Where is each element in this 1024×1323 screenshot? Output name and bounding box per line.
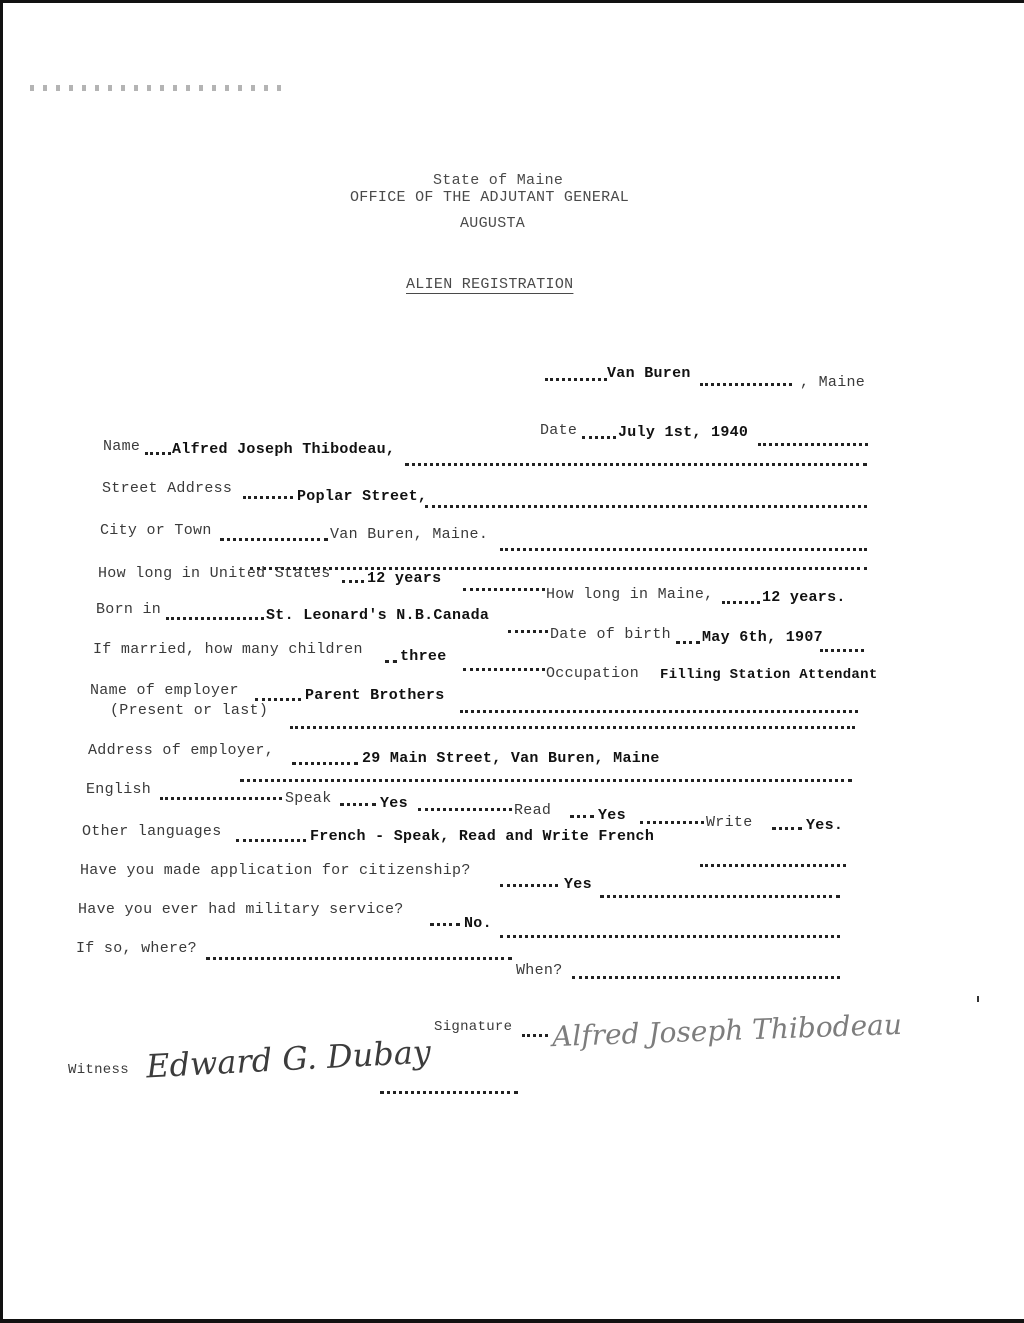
date-value: July 1st, 1940 [618, 424, 749, 441]
witness-label: Witness [68, 1062, 129, 1078]
english-label: English [86, 781, 152, 798]
scan-edge-top [0, 0, 1024, 3]
dot-leader [255, 698, 301, 701]
date-label: Date [540, 422, 578, 439]
scan-edge-bottom [0, 1319, 1024, 1323]
scan-edge-left [0, 0, 3, 1323]
dot-leader [425, 505, 867, 508]
military-label: Have you ever had military service? [78, 901, 404, 918]
birth-date-value: May 6th, 1907 [702, 629, 823, 646]
us-years-label: How long in United States [98, 565, 331, 582]
children-label: If married, how many children [93, 641, 363, 658]
employer-sublabel: (Present or last) [110, 702, 269, 719]
dot-leader [220, 538, 328, 541]
dot-leader [700, 383, 792, 386]
dot-leader [430, 923, 460, 926]
location-town-value: Van Buren [607, 365, 691, 382]
born-label: Born in [96, 601, 162, 618]
citizenship-value: Yes [564, 876, 592, 893]
dot-leader [772, 827, 802, 830]
english-speak-value: Yes [380, 795, 408, 812]
state-heading: State of Maine [433, 172, 564, 189]
employer-address-value: 29 Main Street, Van Buren, Maine [362, 750, 660, 767]
employer-value: Parent Brothers [305, 687, 445, 704]
dot-leader [460, 710, 858, 713]
signature-handwriting: Alfred Joseph Thibodeau [551, 1007, 903, 1054]
dot-leader [380, 1091, 518, 1094]
dot-leader [418, 808, 512, 811]
dot-leader [240, 779, 852, 782]
dot-leader [522, 1034, 548, 1037]
dot-leader [463, 588, 545, 591]
when-label: When? [516, 962, 563, 979]
city-heading: AUGUSTA [460, 215, 526, 232]
office-heading: OFFICE OF THE ADJUTANT GENERAL [350, 189, 630, 206]
scan-mark [977, 996, 979, 1002]
employer-address-label: Address of employer, [88, 742, 275, 759]
witness-handwriting: Edward G. Dubay [145, 1032, 432, 1086]
dot-leader [463, 668, 545, 671]
dot-leader [292, 762, 358, 765]
dot-leader [582, 436, 616, 439]
dot-leader [500, 935, 840, 938]
children-value: three [400, 648, 447, 665]
dot-leader [758, 443, 868, 446]
dot-leader [206, 957, 512, 960]
english-speak-label: Speak [285, 790, 332, 807]
street-label: Street Address [102, 480, 233, 497]
form-title: ALIEN REGISTRATION [406, 276, 574, 293]
dot-leader [508, 630, 548, 633]
dot-leader [572, 976, 840, 979]
english-write-label: Write [706, 814, 753, 831]
english-write-value: Yes. [806, 817, 844, 834]
english-read-label: Read [514, 802, 552, 819]
where-label: If so, where? [76, 940, 197, 957]
dot-leader [160, 797, 282, 800]
name-value: Alfred Joseph Thibodeau, [172, 441, 396, 458]
dot-leader [820, 649, 864, 652]
dot-leader [570, 815, 594, 818]
dot-leader [340, 803, 376, 806]
city-value: Van Buren, Maine. [330, 526, 489, 543]
dot-leader [385, 660, 397, 663]
english-read-value: Yes [598, 807, 626, 824]
location-state-label: , Maine [800, 374, 866, 391]
us-years-value: 12 years [367, 570, 442, 587]
dot-leader [405, 463, 867, 466]
dot-leader [722, 601, 760, 604]
signature-label: Signature [434, 1019, 513, 1035]
dot-leader [145, 452, 171, 455]
dot-leader [500, 884, 558, 887]
maine-years-label: How long in Maine, [546, 586, 714, 603]
military-value: No. [464, 915, 492, 932]
dot-leader [236, 839, 306, 842]
dot-leader [250, 567, 867, 570]
dot-leader [640, 821, 704, 824]
dot-leader [166, 617, 264, 620]
dot-leader [243, 496, 293, 499]
dot-leader [500, 548, 867, 551]
city-label: City or Town [100, 522, 212, 539]
scan-speckle [30, 85, 290, 91]
street-value: Poplar Street, [297, 488, 428, 505]
dot-leader [600, 895, 840, 898]
dot-leader [545, 378, 607, 381]
maine-years-value: 12 years. [762, 589, 846, 606]
dot-leader [342, 580, 364, 583]
born-value: St. Leonard's N.B.Canada [266, 607, 490, 624]
birth-date-label: Date of birth [550, 626, 671, 643]
name-label: Name [103, 438, 141, 455]
employer-label: Name of employer [90, 682, 239, 699]
dot-leader [290, 726, 855, 729]
other-languages-value: French - Speak, Read and Write French [310, 828, 655, 845]
dot-leader [700, 864, 846, 867]
occupation-label: Occupation [546, 665, 640, 682]
citizenship-label: Have you made application for citizenship? [80, 862, 471, 879]
other-languages-label: Other languages [82, 823, 222, 840]
dot-leader [676, 641, 700, 644]
occupation-value: Filling Station Attendant [660, 667, 878, 683]
